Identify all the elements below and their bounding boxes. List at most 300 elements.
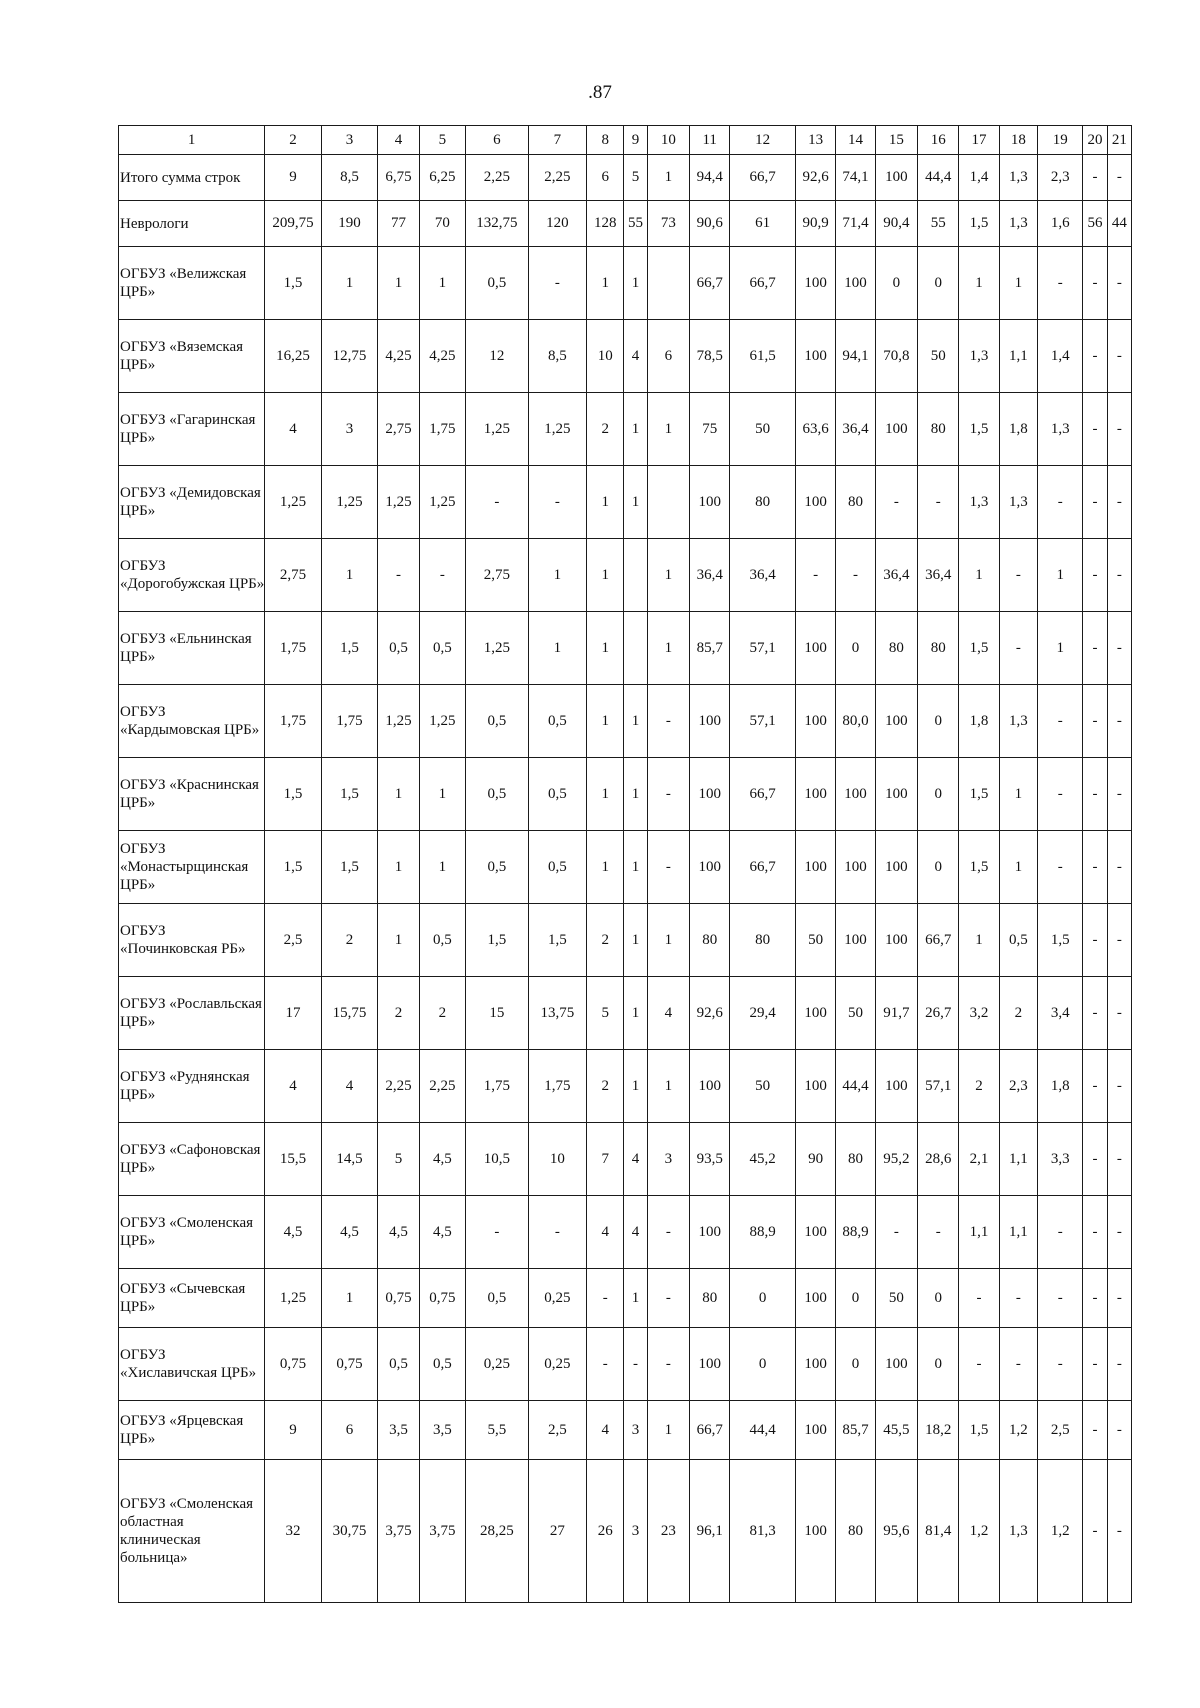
column-header: 18 (999, 126, 1037, 155)
table-cell: 1 (587, 758, 624, 831)
table-cell: 44,4 (918, 155, 959, 201)
table-cell: - (1083, 1050, 1107, 1123)
table-cell: 36,4 (730, 539, 796, 612)
table-cell: - (1038, 1196, 1083, 1269)
table-cell: 0,75 (265, 1328, 322, 1401)
table-cell: 0,5 (528, 758, 587, 831)
table-cell: 0,5 (466, 685, 529, 758)
table-cell: 0,75 (378, 1269, 419, 1328)
table-cell: 1 (959, 904, 999, 977)
row-label: ОГБУЗ «Ярцевская ЦРБ» (119, 1401, 265, 1460)
table-cell: 66,7 (730, 247, 796, 320)
table-cell: 0 (836, 1269, 875, 1328)
table-row (119, 758, 1132, 831)
table-cell: 1,2 (999, 1401, 1037, 1460)
table-cell: 80 (836, 1123, 875, 1196)
table-cell: 44 (1107, 201, 1131, 247)
table-cell: 1,5 (265, 247, 322, 320)
table-cell: 10 (528, 1123, 587, 1196)
table-cell: 0,5 (528, 685, 587, 758)
table-cell: - (1038, 685, 1083, 758)
table-cell: 2 (999, 977, 1037, 1050)
table-cell: 4 (587, 1401, 624, 1460)
table-cell: 2,25 (378, 1050, 419, 1123)
table-cell: - (1107, 466, 1131, 539)
table-cell: 1,2 (959, 1460, 999, 1603)
table-cell: - (918, 1196, 959, 1269)
table-cell: - (1107, 1123, 1131, 1196)
table-cell: 4 (624, 1123, 647, 1196)
table-cell: 66,7 (730, 155, 796, 201)
table-cell: 1,25 (419, 685, 465, 758)
table-cell: 26 (587, 1460, 624, 1603)
table-cell: 15,5 (265, 1123, 322, 1196)
table-cell: 6,75 (378, 155, 419, 201)
table-cell: 1,3 (999, 466, 1037, 539)
table-cell: 1,5 (959, 758, 999, 831)
table-cell: 100 (795, 247, 835, 320)
table-cell: 88,9 (730, 1196, 796, 1269)
table-cell: 1 (624, 393, 647, 466)
table-cell: 1 (321, 247, 378, 320)
table-cell: 0,5 (419, 1328, 465, 1401)
table-cell: 8,5 (321, 155, 378, 201)
table-cell: 1 (624, 831, 647, 904)
table-cell: 4 (265, 393, 322, 466)
table-cell: 100 (795, 1050, 835, 1123)
table-cell: 1,25 (265, 466, 322, 539)
column-header: 4 (378, 126, 419, 155)
row-label: ОГБУЗ «Рославльская ЦРБ» (119, 977, 265, 1050)
table-cell: 1 (528, 612, 587, 685)
table-cell: 3,3 (1038, 1123, 1083, 1196)
table-cell: 1,5 (466, 904, 529, 977)
table-cell: 1,8 (959, 685, 999, 758)
table-cell: 2,75 (378, 393, 419, 466)
table-cell: 4 (647, 977, 689, 1050)
row-label: ОГБУЗ «Дорогобужская ЦРБ» (119, 539, 265, 612)
table-cell: 1 (378, 831, 419, 904)
row-label: ОГБУЗ «Краснинская ЦРБ» (119, 758, 265, 831)
table-row (119, 685, 1132, 758)
table-cell: 100 (795, 977, 835, 1050)
table-cell: 0 (918, 831, 959, 904)
table-cell: 16,25 (265, 320, 322, 393)
table-cell: - (875, 466, 917, 539)
table-cell: 12,75 (321, 320, 378, 393)
table-cell: 5 (378, 1123, 419, 1196)
table-cell: 2,3 (1038, 155, 1083, 201)
table-cell: 28,6 (918, 1123, 959, 1196)
table-cell: - (419, 539, 465, 612)
table-cell: 1,1 (959, 1196, 999, 1269)
table-cell: 1 (647, 155, 689, 201)
table-cell: - (918, 466, 959, 539)
table-cell: 57,1 (730, 685, 796, 758)
table-cell: - (1038, 466, 1083, 539)
table-cell: 45,2 (730, 1123, 796, 1196)
table-cell: - (1107, 758, 1131, 831)
table-cell: - (647, 1196, 689, 1269)
table-cell: - (647, 685, 689, 758)
table-cell: - (1107, 1050, 1131, 1123)
table-cell: 50 (730, 1050, 796, 1123)
table-cell: 1 (528, 539, 587, 612)
table-cell: 66,7 (690, 247, 730, 320)
table-cell: 100 (875, 155, 917, 201)
table-cell: 2 (587, 1050, 624, 1123)
table-cell: 80 (730, 466, 796, 539)
header-row (119, 126, 1132, 155)
table-cell: 4 (265, 1050, 322, 1123)
table-cell: 1,5 (959, 201, 999, 247)
table-cell: 3,75 (378, 1460, 419, 1603)
table-cell: - (875, 1196, 917, 1269)
table-cell: 15 (466, 977, 529, 1050)
column-header: 17 (959, 126, 999, 155)
table-cell: 100 (690, 1328, 730, 1401)
table-cell: 3,5 (419, 1401, 465, 1460)
table-body (119, 155, 1132, 1603)
table-cell: 66,7 (690, 1401, 730, 1460)
table-row (119, 247, 1132, 320)
table-cell: 100 (875, 904, 917, 977)
table-cell: 1 (587, 466, 624, 539)
table-cell: 80 (690, 904, 730, 977)
row-label: ОГБУЗ «Гагаринская ЦРБ» (119, 393, 265, 466)
table-cell: 1 (647, 393, 689, 466)
table-cell: 1 (624, 1269, 647, 1328)
table-cell: 7 (587, 1123, 624, 1196)
table-cell: - (1083, 1328, 1107, 1401)
table-cell: 100 (795, 1460, 835, 1603)
table-cell: - (1083, 155, 1107, 201)
row-label: ОГБУЗ «Демидовская ЦРБ» (119, 466, 265, 539)
table-header (119, 126, 1132, 155)
table-cell: 0,5 (419, 904, 465, 977)
table-cell: 1 (419, 247, 465, 320)
column-header: 11 (690, 126, 730, 155)
table-cell: - (959, 1269, 999, 1328)
row-label: ОГБУЗ «Ельнинская ЦРБ» (119, 612, 265, 685)
table-cell: - (647, 1328, 689, 1401)
table-cell: 77 (378, 201, 419, 247)
table-cell: - (1038, 758, 1083, 831)
table-cell: 0,5 (999, 904, 1037, 977)
table-cell: 2,1 (959, 1123, 999, 1196)
table-cell: - (378, 539, 419, 612)
table-cell: 100 (875, 393, 917, 466)
table-cell: 26,7 (918, 977, 959, 1050)
table-cell: 5,5 (466, 1401, 529, 1460)
table-cell: 78,5 (690, 320, 730, 393)
table-cell: - (959, 1328, 999, 1401)
table-cell: 4,5 (419, 1123, 465, 1196)
table-cell: 100 (690, 685, 730, 758)
table-cell: 80 (836, 466, 875, 539)
table-cell: 1,5 (959, 831, 999, 904)
table-cell: 1,25 (378, 466, 419, 539)
table-cell: 1,3 (959, 466, 999, 539)
table-cell: 1 (999, 247, 1037, 320)
table-cell (647, 247, 689, 320)
table-row (119, 1269, 1132, 1328)
table-cell: 4 (624, 320, 647, 393)
row-label: ОГБУЗ «Смоленская ЦРБ» (119, 1196, 265, 1269)
column-header: 10 (647, 126, 689, 155)
table-cell: - (1083, 685, 1107, 758)
table-cell: 100 (836, 904, 875, 977)
table-cell: 81,4 (918, 1460, 959, 1603)
table-cell: 1,75 (528, 1050, 587, 1123)
table-cell: 1 (624, 685, 647, 758)
table-cell: - (1107, 1269, 1131, 1328)
table-cell: 209,75 (265, 201, 322, 247)
table-cell: - (1107, 539, 1131, 612)
table-cell: 1 (624, 977, 647, 1050)
table-cell: - (1107, 904, 1131, 977)
table-cell: 27 (528, 1460, 587, 1603)
table-cell: 6,25 (419, 155, 465, 201)
table-cell: 100 (690, 831, 730, 904)
table-cell: - (999, 539, 1037, 612)
table-cell: 57,1 (918, 1050, 959, 1123)
table-cell: 1 (959, 539, 999, 612)
table-cell: 1 (624, 1050, 647, 1123)
column-header: 1 (119, 126, 265, 155)
table-cell: 1 (587, 831, 624, 904)
table-cell: 1,5 (959, 393, 999, 466)
table-cell: - (466, 1196, 529, 1269)
row-label: ОГБУЗ «Сычевская ЦРБ» (119, 1269, 265, 1328)
table-cell: 4,5 (265, 1196, 322, 1269)
table-cell: 1 (419, 831, 465, 904)
table-cell: 100 (795, 831, 835, 904)
column-header: 6 (466, 126, 529, 155)
table-cell: 80 (730, 904, 796, 977)
table-cell: - (1107, 612, 1131, 685)
table-cell: - (1038, 1269, 1083, 1328)
table-cell: 1 (624, 904, 647, 977)
table-row (119, 1460, 1132, 1603)
table-cell: 1 (378, 904, 419, 977)
table-cell: 9 (265, 1401, 322, 1460)
table-cell: 4,5 (419, 1196, 465, 1269)
table-cell: 100 (795, 1401, 835, 1460)
table-cell: 1 (587, 539, 624, 612)
table-cell: - (1083, 320, 1107, 393)
table-cell: 80,0 (836, 685, 875, 758)
row-label: ОГБУЗ «Хиславичская ЦРБ» (119, 1328, 265, 1401)
table-cell: 1,5 (528, 904, 587, 977)
table-cell: 70,8 (875, 320, 917, 393)
table-cell: - (1083, 612, 1107, 685)
table-cell: - (836, 539, 875, 612)
table-cell: - (1083, 1401, 1107, 1460)
table-cell: 1 (1038, 612, 1083, 685)
table-cell: 1,3 (999, 155, 1037, 201)
table-cell: 2,5 (265, 904, 322, 977)
table-cell: 4 (624, 1196, 647, 1269)
table-cell: 1,5 (265, 758, 322, 831)
table-cell: 61 (730, 201, 796, 247)
table-cell: 3,4 (1038, 977, 1083, 1050)
table-cell: 4 (321, 1050, 378, 1123)
table-cell: 1 (647, 612, 689, 685)
table-cell: 17 (265, 977, 322, 1050)
table-cell: 85,7 (836, 1401, 875, 1460)
table-row (119, 466, 1132, 539)
table-row (119, 1196, 1132, 1269)
table-cell: 80 (918, 612, 959, 685)
table-cell: 66,7 (730, 831, 796, 904)
table-cell: 2 (959, 1050, 999, 1123)
table-cell: 18,2 (918, 1401, 959, 1460)
table-cell: 1,5 (265, 831, 322, 904)
table-cell: 1,75 (419, 393, 465, 466)
table-cell: - (528, 466, 587, 539)
table-cell: 1 (587, 247, 624, 320)
row-label: Итого сумма строк (119, 155, 265, 201)
table-cell: 91,7 (875, 977, 917, 1050)
table-row (119, 320, 1132, 393)
table-cell: - (587, 1269, 624, 1328)
table-cell: - (1083, 393, 1107, 466)
table-cell: 1 (378, 247, 419, 320)
table-cell: 45,5 (875, 1401, 917, 1460)
table-cell: - (1083, 977, 1107, 1050)
table-cell: - (1083, 831, 1107, 904)
table-cell: 5 (624, 155, 647, 201)
table-cell: 4 (587, 1196, 624, 1269)
table-cell: 0 (918, 685, 959, 758)
table-cell: 4,25 (419, 320, 465, 393)
table-cell: - (1083, 904, 1107, 977)
table-cell: 1 (999, 758, 1037, 831)
table-cell: 0,5 (378, 1328, 419, 1401)
table-cell: 56 (1083, 201, 1107, 247)
table-cell: 3 (624, 1401, 647, 1460)
table-cell: 0,75 (419, 1269, 465, 1328)
table-cell: 3,2 (959, 977, 999, 1050)
table-cell: 93,5 (690, 1123, 730, 1196)
table-row (119, 977, 1132, 1050)
table-cell: - (647, 758, 689, 831)
table-cell: 50 (836, 977, 875, 1050)
table-cell: - (1083, 758, 1107, 831)
table-cell: - (999, 612, 1037, 685)
table-cell: 1,3 (1038, 393, 1083, 466)
table-cell: 55 (918, 201, 959, 247)
table-cell: 1,1 (999, 1123, 1037, 1196)
table-cell: - (1107, 1328, 1131, 1401)
table-cell: - (1038, 247, 1083, 320)
table-cell (647, 466, 689, 539)
table-cell: 1,75 (265, 612, 322, 685)
table-cell: 3,5 (378, 1401, 419, 1460)
table-cell: 1 (647, 904, 689, 977)
table-cell: 73 (647, 201, 689, 247)
table-cell: 92,6 (795, 155, 835, 201)
table-cell: 100 (690, 1196, 730, 1269)
table-cell: 1,8 (1038, 1050, 1083, 1123)
table-cell: 100 (690, 1050, 730, 1123)
table-cell (624, 612, 647, 685)
table-cell: 10 (587, 320, 624, 393)
table-cell: 0,5 (466, 758, 529, 831)
table-cell: 1 (321, 539, 378, 612)
table-cell: 1,1 (999, 320, 1037, 393)
table-cell: 10,5 (466, 1123, 529, 1196)
table-cell: 96,1 (690, 1460, 730, 1603)
table-cell: 0 (730, 1269, 796, 1328)
table-cell: 2,25 (528, 155, 587, 201)
table-cell: 66,7 (730, 758, 796, 831)
table-cell: 32 (265, 1460, 322, 1603)
table-cell: 1,25 (321, 466, 378, 539)
table-cell: 50 (875, 1269, 917, 1328)
data-table (118, 125, 1132, 1603)
table-cell: - (466, 466, 529, 539)
table-cell: - (528, 247, 587, 320)
table-cell: 5 (587, 977, 624, 1050)
table-cell: 90 (795, 1123, 835, 1196)
table-cell: 6 (587, 155, 624, 201)
table-cell: 80 (875, 612, 917, 685)
table-cell: 94,4 (690, 155, 730, 201)
table-cell: - (587, 1328, 624, 1401)
table-cell: 1,5 (1038, 904, 1083, 977)
table-cell: 1,4 (1038, 320, 1083, 393)
table-row (119, 201, 1132, 247)
table-cell: 50 (730, 393, 796, 466)
column-header: 15 (875, 126, 917, 155)
table-cell: 0,5 (419, 612, 465, 685)
table-cell: 100 (795, 1196, 835, 1269)
table-cell: 1,3 (999, 201, 1037, 247)
table-cell: - (1107, 1460, 1131, 1603)
column-header: 16 (918, 126, 959, 155)
table-cell: 100 (875, 758, 917, 831)
table-cell: 50 (918, 320, 959, 393)
table-cell: 1,5 (321, 612, 378, 685)
table-cell: 44,4 (730, 1401, 796, 1460)
table-cell: 1,3 (999, 685, 1037, 758)
table-cell: 71,4 (836, 201, 875, 247)
table-cell: 95,2 (875, 1123, 917, 1196)
row-label: ОГБУЗ «Починковская РБ» (119, 904, 265, 977)
table-cell: 0,75 (321, 1328, 378, 1401)
row-label: ОГБУЗ «Руднянская ЦРБ» (119, 1050, 265, 1123)
table-cell: 1,75 (466, 1050, 529, 1123)
table-cell: 70 (419, 201, 465, 247)
table-cell: 1,1 (999, 1196, 1037, 1269)
table-cell: 90,4 (875, 201, 917, 247)
page-number: .87 (588, 82, 612, 103)
table-cell: 2,5 (528, 1401, 587, 1460)
table-cell: 100 (795, 685, 835, 758)
table-cell: 80 (836, 1460, 875, 1603)
table-cell: - (647, 831, 689, 904)
table-cell: - (1107, 977, 1131, 1050)
table-cell: 0 (918, 1328, 959, 1401)
table-cell: - (1083, 1123, 1107, 1196)
table-cell: 4,5 (378, 1196, 419, 1269)
table-cell: - (528, 1196, 587, 1269)
table-cell: 28,25 (466, 1460, 529, 1603)
table-row (119, 1123, 1132, 1196)
column-header: 9 (624, 126, 647, 155)
